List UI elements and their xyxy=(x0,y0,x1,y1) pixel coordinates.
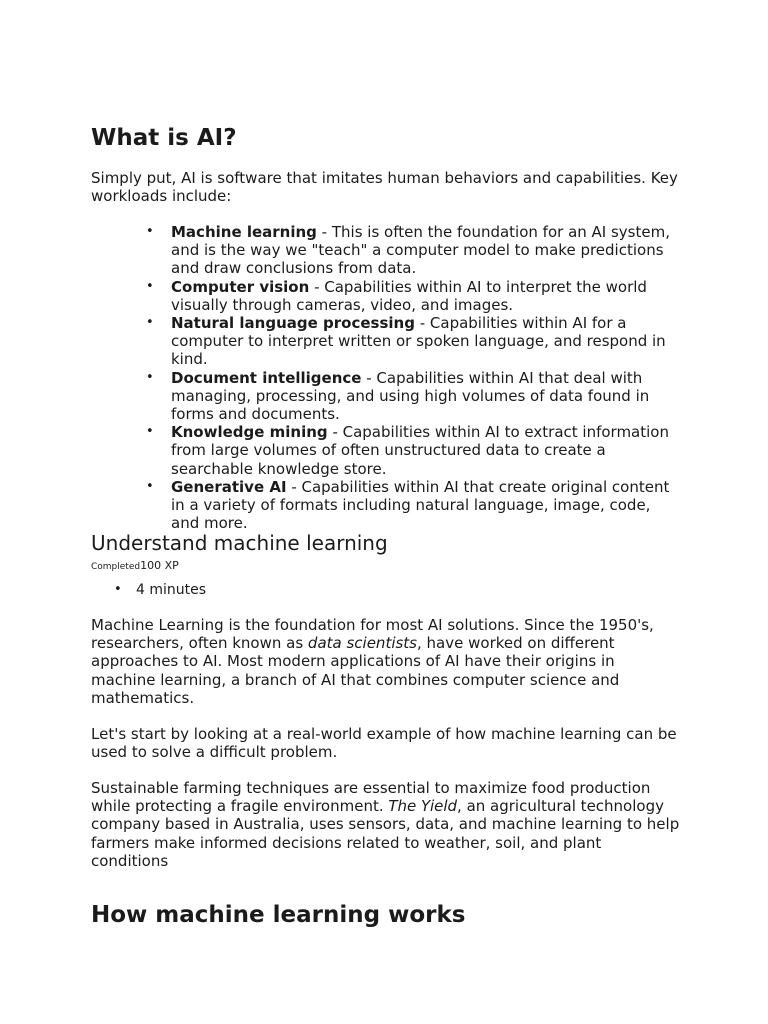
list-item xyxy=(171,223,676,278)
paragraph-real-world-example: Let's start by looking at a real-world example of how machine learning can be used to solve a difficult problem. xyxy=(91,725,677,762)
text-span: , an agricultural technology company based in Australia, uses sensors, data, and machine learning to help farmers make informed decisions related to weather, soil, and plant conditions xyxy=(91,797,680,870)
xp-badge: 100 XP xyxy=(140,559,179,572)
list-item xyxy=(171,369,676,424)
text-span: Sustainable farming techniques are essential to maximize food production while protecting a fragile environment. xyxy=(91,779,651,816)
workload-term: Computer vision xyxy=(171,277,310,296)
workloads-list xyxy=(171,223,676,532)
workload-term: Generative AI xyxy=(171,477,287,496)
heading-understand-ml: Understand machine learning xyxy=(91,531,388,555)
workload-desc: - Capabilities within AI that create original content in a variety of formats including natural language, image, code, and more. xyxy=(171,477,670,533)
list-item xyxy=(171,278,676,314)
text-span: , have worked on different approaches to AI. Most modern applications of AI have their origins in machine learning, a branch of AI that combines computer science and mathematics. xyxy=(91,634,620,707)
workload-term: Machine learning xyxy=(171,223,317,241)
workload-desc: - This is often the foundation for an AI system, and is the way we "teach" a computer model to make predictions and draw conclusions from data. xyxy=(171,223,670,278)
text-span: Machine Learning is the foundation for most AI solutions. Since the 1950's, researchers, often known as xyxy=(91,616,654,653)
list-item xyxy=(171,478,676,533)
emphasis-data-scientists: data scientists xyxy=(307,634,418,653)
paragraph-ml-foundation xyxy=(91,616,681,707)
list-item xyxy=(171,423,676,478)
duration-list xyxy=(136,581,206,599)
workload-desc: - Capabilities within AI for a computer to interpret written or spoken language, and respond in kind. xyxy=(171,314,666,369)
workload-desc: - Capabilities within AI that deal with managing, processing, and using high volumes of data found in forms and documents. xyxy=(171,368,650,424)
list-item xyxy=(171,314,676,369)
workload-term: Document intelligence xyxy=(171,368,362,387)
heading-what-is-ai: What is AI? xyxy=(91,125,237,151)
unit-meta xyxy=(91,557,179,574)
workload-term: Natural language processing xyxy=(171,314,415,333)
workload-desc: - Capabilities within AI to extract information from large volumes of often unstructured data to create a searchable knowledge store. xyxy=(171,423,669,478)
workload-desc: - Capabilities within AI to interpret the world visually through cameras, video, and images. xyxy=(171,277,647,314)
emphasis-the-yield: The Yield xyxy=(388,797,458,816)
paragraph-sustainable-farming xyxy=(91,779,681,870)
heading-how-ml-works: How machine learning works xyxy=(91,902,466,928)
intro-paragraph: Simply put, AI is software that imitates human behaviors and capabilities. Key workloads include: xyxy=(91,169,678,206)
workload-term: Knowledge mining xyxy=(171,423,328,442)
duration-item: • 4 minutes xyxy=(136,581,206,599)
completion-status: Completed xyxy=(91,562,141,572)
